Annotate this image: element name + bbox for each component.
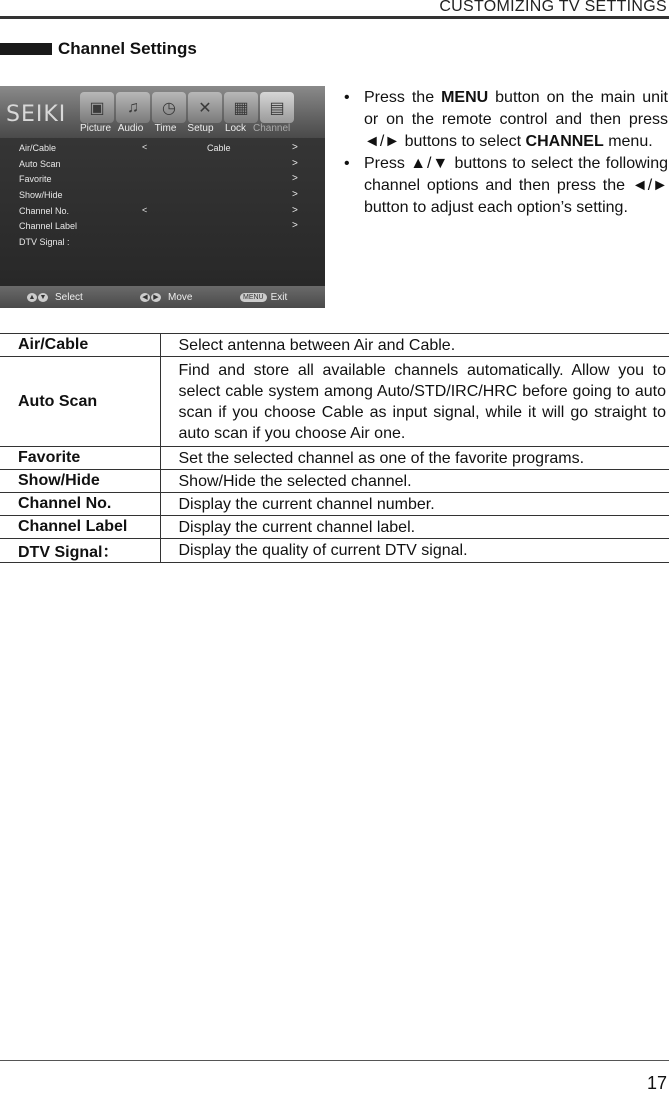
footer-select-hint [27,292,83,303]
tv-menu-item-label: Channel No. [19,205,70,216]
table-row [0,539,669,563]
tv-menu-item-label: Auto Scan [19,158,61,169]
table-row [0,493,669,516]
table-description: Display the quality of current DTV signal. [160,539,669,563]
tv-menu-item [0,235,325,251]
tab-label-time: Time [154,123,177,134]
tv-menu-screenshot [0,86,325,308]
tv-menu-item-value: Cable [207,143,231,153]
section-title: Channel Settings [58,39,197,58]
instruction-text: button to adjust each option’s setting. [364,199,628,216]
instruction-text: buttons to select [400,133,526,150]
tv-menu-item-label: Air/Cable [19,143,57,153]
table-term: DTV Signal： [0,539,160,563]
table-term: Auto Scan [0,357,160,447]
channel-menu-label: CHANNEL [525,133,604,150]
tv-menu-item-label: Favorite [19,174,52,185]
tv-menu-item [0,188,325,204]
footer-exit-hint [240,292,287,303]
tv-menu-footer [0,286,325,308]
table-description: Show/Hide the selected channel. [160,470,669,493]
tv-menu-item-label: Channel Label [19,221,78,232]
right-arrow-icon: > [292,204,298,216]
right-arrow-icon: > [292,220,298,232]
right-arrow-icon: > [292,142,298,153]
down-key-icon: ▼ [39,293,47,301]
left-arrow-icon: < [142,142,148,152]
table-term: Show/Hide [0,470,160,493]
menu-key-icon: MENU [240,293,267,302]
instruction-text: Press [364,155,411,172]
table-term: Channel No. [0,493,160,516]
tv-menu-item [0,219,325,235]
tv-menu-item [0,172,325,188]
table-row [0,516,669,539]
right-key-icon: ▶ [151,293,161,302]
menu-button-label: MENU [441,89,489,106]
section-heading [0,40,197,58]
tab-label-audio: Audio [117,123,144,134]
table-term: Channel Label [0,516,160,539]
table-row [0,357,669,447]
table-description: Select antenna between Air and Cable. [160,334,669,357]
header-title: CUSTOMIZING TV SETTINGS [439,0,667,15]
tv-menu-icons [80,92,294,123]
tv-menu-item [0,141,325,157]
picture-icon: ▣ [80,92,114,123]
tab-label-lock: Lock [224,123,247,134]
tab-label-picture: Picture [79,123,112,134]
footer-select-label: Select [55,291,83,303]
instruction-text: Press the [364,89,442,106]
right-arrow-icon: > [292,173,298,185]
tv-menu-item [0,204,325,220]
tab-label-setup: Setup [187,123,214,134]
footer-exit-label: Exit [270,291,288,303]
instruction-item [344,87,668,153]
audio-icon: ♫ [116,92,150,123]
right-arrow-icon: > [292,189,298,201]
table-description: Set the selected channel as one of the favorite programs. [160,447,669,470]
tv-menu-tab-labels [78,123,291,134]
table-row [0,470,669,493]
table-row [0,334,669,357]
instruction-text: buttons to select the following channel options and then press the [364,155,669,194]
footer-rule [0,1060,669,1061]
table-description: Display the current channel number. [160,493,669,516]
left-key-icon: ◀ [140,293,150,302]
instruction-item [344,153,668,219]
instruction-text: menu. [603,133,653,150]
page-number: 17 [646,1073,667,1093]
tv-menu-header [0,86,325,138]
header-rule [0,16,669,19]
channel-icon: ▤ [260,92,294,123]
lock-icon: ▦ [224,92,258,123]
tv-menu-list [0,141,325,251]
right-arrow-icon: > [292,157,298,169]
time-icon: ◷ [152,92,186,123]
up-key-icon: ▲ [28,293,36,301]
left-arrow-icon: < [142,204,148,215]
instruction-text: button on the main unit or on the remote control and then press [364,89,669,128]
left-right-arrows-icon: ◄/► [631,177,668,194]
left-right-arrows-icon: ◄/► [364,133,401,150]
table-description: Find and store all available channels automatically. Allow you to select cable system among Auto/STD/IRC/HRC before going to auto scan if you choose Cable as input signal, while it will go straight to auto scan if you choose Air one. [160,357,669,447]
tv-menu-item-label: Show/Hide [19,190,63,201]
section-marker-bar [0,43,52,55]
footer-move-label: Move [168,291,193,303]
footer-move-hint [140,292,192,303]
setup-icon: ✕ [188,92,222,123]
channel-options-table [0,333,669,563]
tv-brand-logo: SEIKI [6,102,67,127]
tab-label-channel: Channel [253,123,291,134]
table-term: Favorite [0,447,160,470]
table-term: Air/Cable [0,334,160,357]
table-description: Display the current channel label. [160,516,669,539]
tv-menu-item [0,157,325,173]
tv-menu-item-label: DTV Signal : [19,237,70,248]
up-down-arrows-icon: ▲/▼ [410,155,450,172]
table-row [0,447,669,470]
instruction-list [344,87,668,219]
